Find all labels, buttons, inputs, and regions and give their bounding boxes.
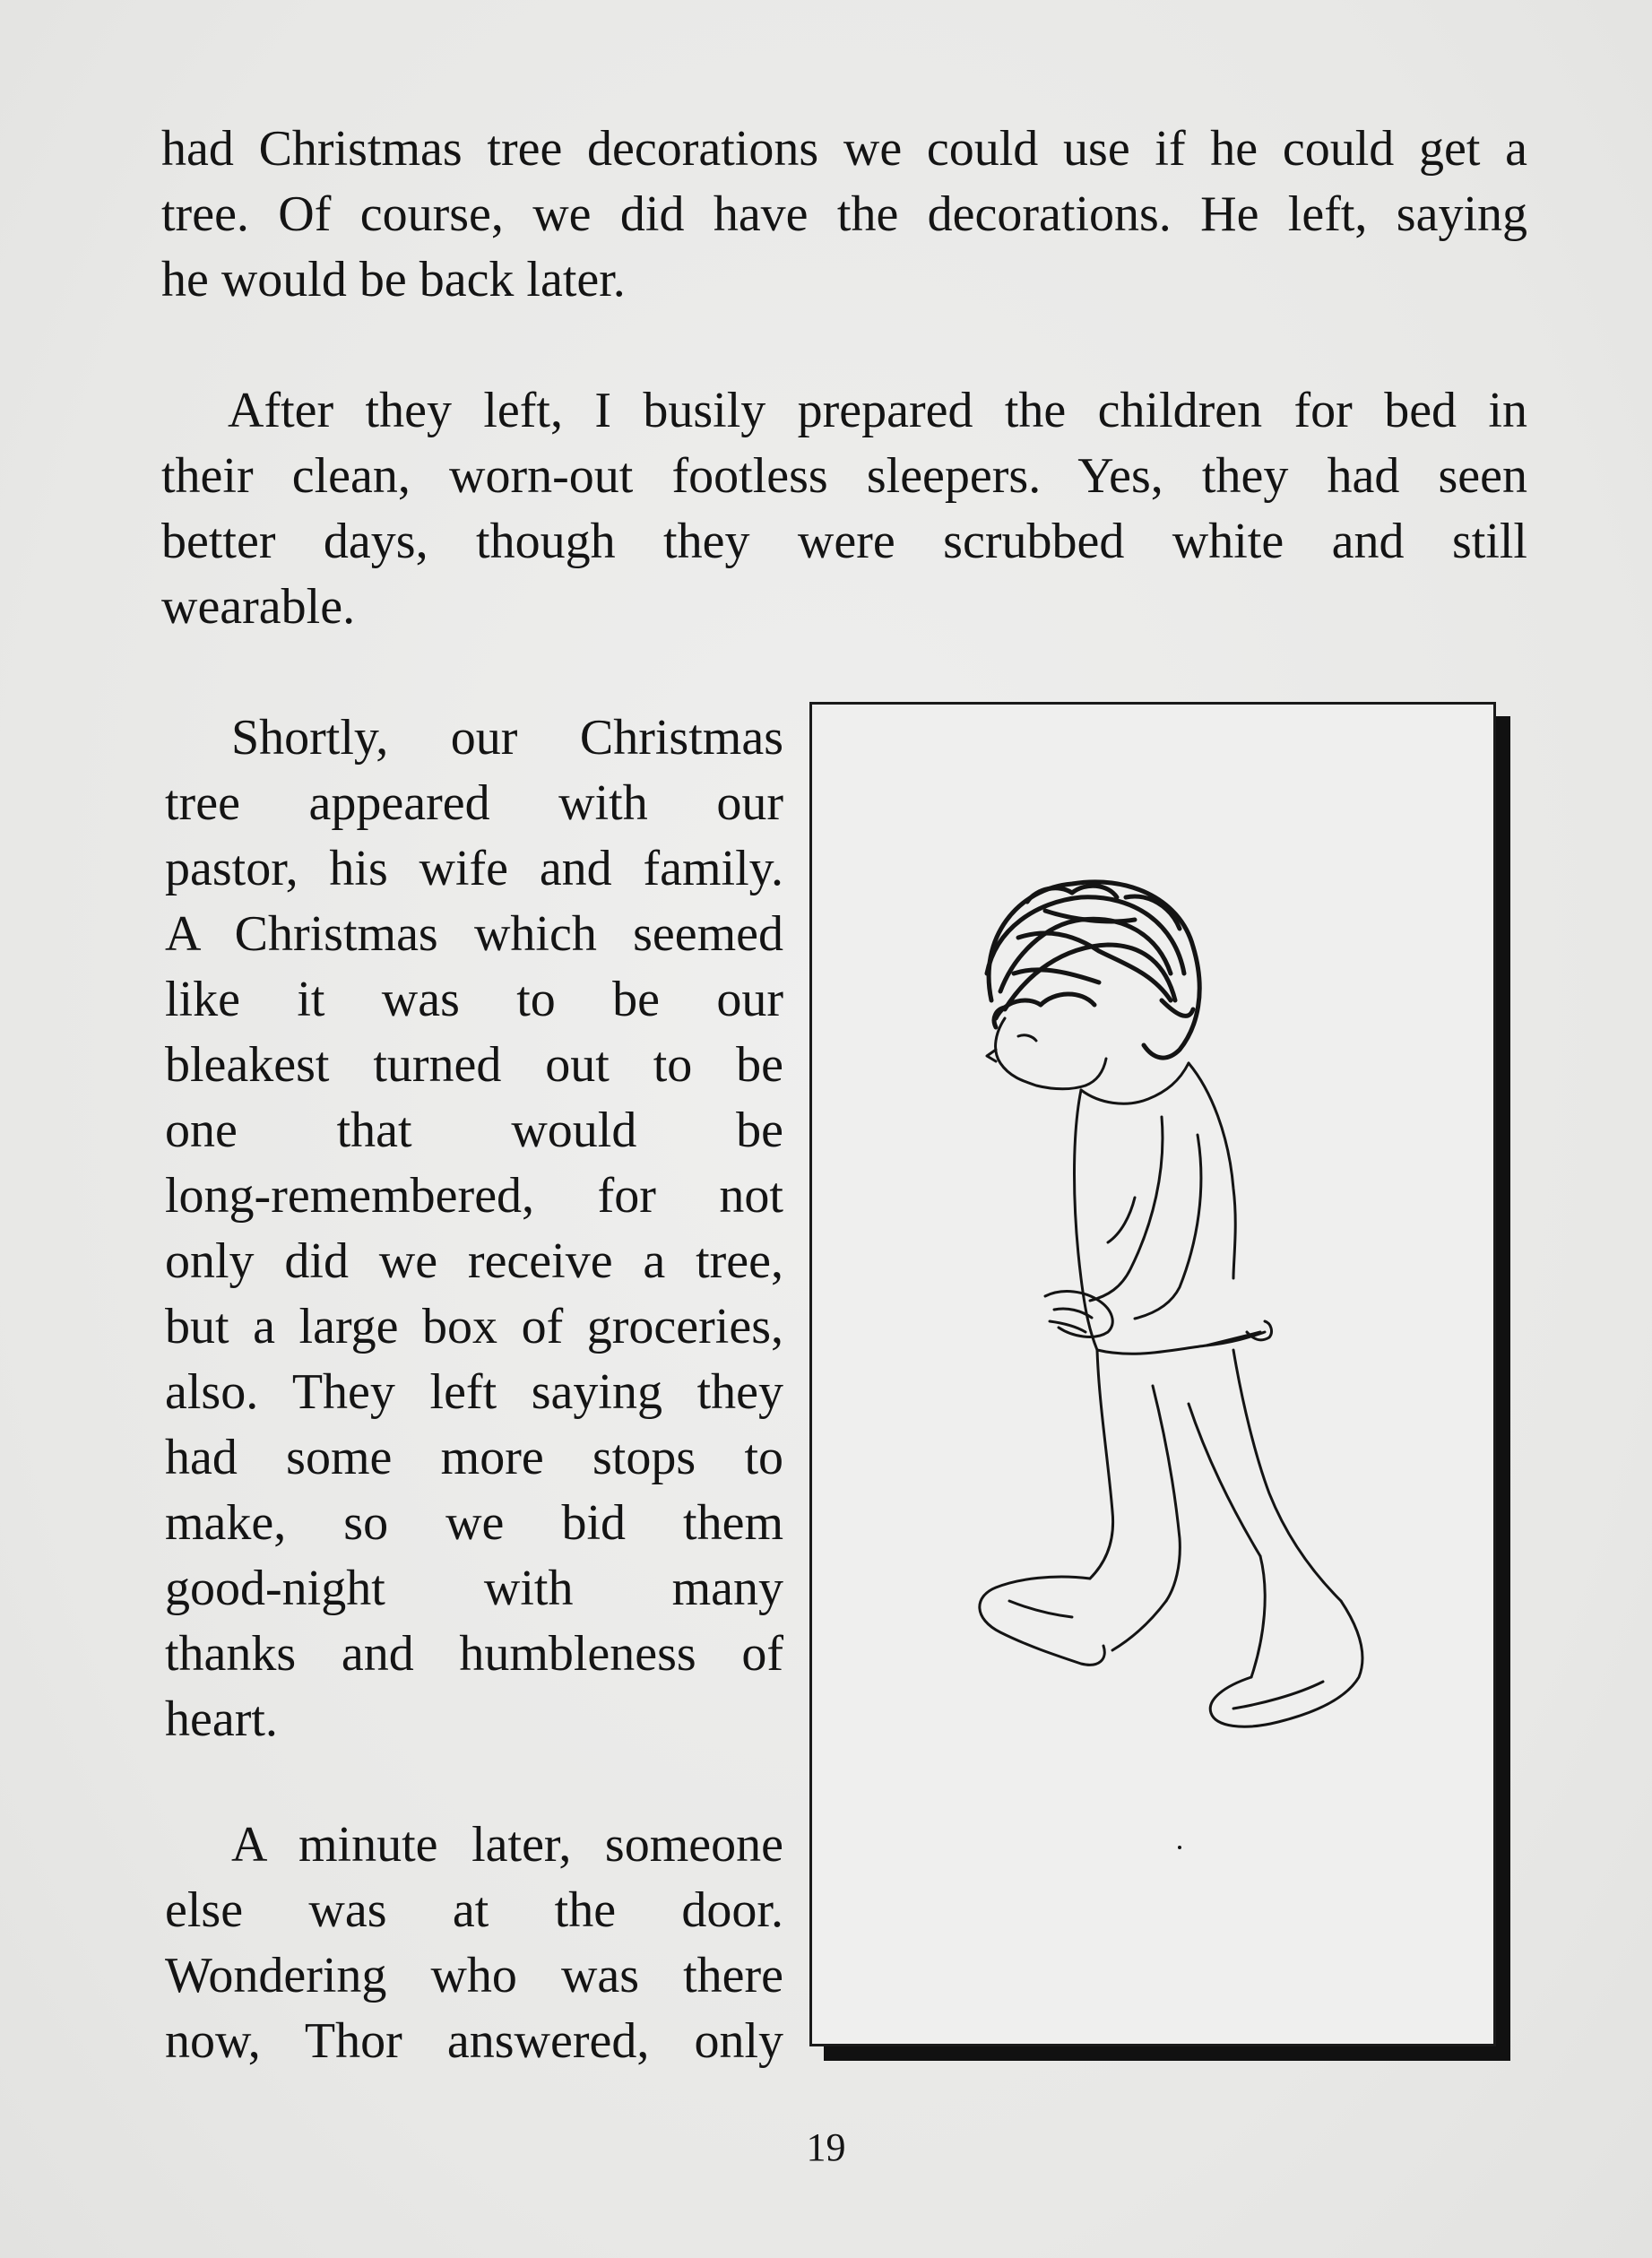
text-line: Wondering who was there bbox=[165, 1948, 783, 2003]
text-line: tree. Of course, we did have the decorations. He left, saying bbox=[161, 186, 1527, 242]
child-illustration-frame bbox=[809, 702, 1496, 2046]
text-line: After they left, I busily prepared the children for bed in bbox=[228, 383, 1527, 438]
text-line: pastor, his wife and family. bbox=[165, 841, 783, 896]
text-line: he would be back later. bbox=[161, 252, 626, 307]
text-line: Shortly, our Christmas bbox=[231, 710, 783, 766]
text-line: but a large box of groceries, bbox=[165, 1299, 783, 1354]
text-line: A Christmas which seemed bbox=[165, 906, 783, 962]
paragraph-someone-at-door bbox=[165, 1812, 783, 2074]
text-line: tree appeared with our bbox=[165, 775, 783, 831]
text-line: heart. bbox=[165, 1691, 278, 1747]
text-line: their clean, worn-out footless sleepers. Yes, they had seen bbox=[161, 448, 1527, 504]
text-line: now, Thor answered, only bbox=[165, 2013, 783, 2069]
hair-scribble bbox=[987, 882, 1199, 1058]
text-line: good-night with many bbox=[165, 1561, 783, 1616]
sleeper-legs bbox=[980, 1350, 1362, 1726]
speck bbox=[1178, 1846, 1181, 1849]
text-line: wearable. bbox=[161, 579, 356, 635]
text-line: thanks and humbleness of bbox=[165, 1626, 783, 1682]
text-line: long-remembered, for not bbox=[165, 1168, 783, 1224]
text-line: like it was to be our bbox=[165, 972, 783, 1027]
text-line: make, so we bid them bbox=[165, 1495, 783, 1551]
page-number: 19 bbox=[806, 2125, 846, 2169]
text-line: had Christmas tree decorations we could use if he could get a bbox=[161, 121, 1527, 177]
text-line: bleakest turned out to be bbox=[165, 1037, 783, 1093]
child-walking-illustration bbox=[812, 705, 1493, 2044]
sleeper-body bbox=[1045, 1063, 1271, 1354]
face-outline bbox=[987, 1018, 1106, 1089]
text-line: one that would be bbox=[165, 1103, 783, 1158]
paragraph-sleepers bbox=[161, 378, 1527, 640]
text-line: else was at the door. bbox=[165, 1882, 783, 1938]
paragraph-christmas-tree bbox=[165, 705, 783, 1752]
paragraph-decorations bbox=[161, 117, 1527, 313]
text-line: also. They left saying they bbox=[165, 1364, 783, 1420]
text-line: A minute later, someone bbox=[231, 1817, 783, 1873]
text-line: had some more stops to bbox=[165, 1430, 783, 1485]
text-line: only did we receive a tree, bbox=[165, 1233, 783, 1289]
text-line: better days, though they were scrubbed white and still bbox=[161, 514, 1527, 569]
